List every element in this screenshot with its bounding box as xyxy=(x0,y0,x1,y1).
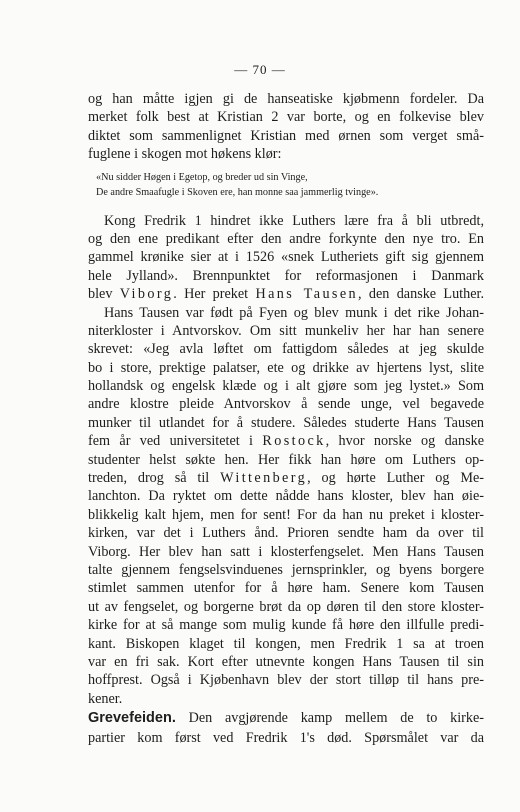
spaced-place-name: Rostock xyxy=(262,433,326,450)
section-heading: Grevefeiden. xyxy=(88,710,176,727)
text-line: stimlet sammen utenfor for å høre ham. Senere kom Tausen xyxy=(88,580,484,597)
text-fragment: , den danske Luther. xyxy=(358,286,484,303)
paragraph-1 xyxy=(88,90,484,164)
text-line xyxy=(88,708,484,729)
text-fragment: treden, drog så til xyxy=(88,470,221,487)
text-line: lanchton. Da ryktet om dette nådde hans kloster, blev han øie- xyxy=(88,488,484,505)
folk-song-quote xyxy=(88,170,484,204)
text-line: kant. Biskopen klaget til kongen, men Fredrik 1 sa at troen xyxy=(88,635,484,652)
text-line: kirken, var det i Luthers ånd. Prioren sendte ham da over til xyxy=(88,525,484,542)
text-line: skrevet: «Jeg avla løftet om fattigdom således at jeg skulde xyxy=(88,341,484,358)
spaced-place-name: Wittenberg xyxy=(220,470,308,487)
text-fragment: fem år ved universitetet i xyxy=(88,433,263,450)
text-line: studenter helst søkte hen. Her fikk han høre om Luthers op- xyxy=(88,451,484,468)
spaced-place-name: Viborg xyxy=(119,286,174,303)
text-line: fuglene i skogen mot høkens klør: xyxy=(88,146,282,163)
text-line: var en fri sak. Kort efter utnevnte kongen Hans Tausen til sin xyxy=(88,653,484,670)
spaced-person-name: Hans Tausen xyxy=(255,286,359,303)
text-fragment: , og hørte Luther og Me- xyxy=(307,470,484,487)
text-line: og han måtte igjen gi de hanseatiske kjøbmenn fordeler. Da xyxy=(88,91,484,107)
text-line: blikkelig kalt hjem, men for sent! For da han nu preket i kloster- xyxy=(88,506,484,523)
text-line: hoffprest. Også i Kjøbenhavn blev der stort tilløp til hans pre- xyxy=(88,672,484,689)
text-line: ut av fengselet, og borgerne brøt da op døren til den store kloster- xyxy=(88,598,484,615)
text-line: hollandsk og engelsk klæde og i alt gjøre som jeg lystet.» Som xyxy=(88,378,484,395)
text-line: gammel krønike sier at i 1526 «snek Lutheriets gift sig gjennem xyxy=(88,249,484,266)
text-line: kirke for at så mange som mulig kunde få høre den illfulle predi- xyxy=(88,617,484,634)
text-line: Kong Fredrik 1 hindret ikke Luthers lære fra å bli utbredt, xyxy=(104,212,484,229)
quote-line: «Nu sidder Høgen i Egetop, og breder ud sin Vinge, xyxy=(96,171,308,183)
text-line: Hans Tausen var født på Fyen og blev munk i det rike Johan- xyxy=(104,304,484,321)
text-fragment: Den avgjørende kamp mellem de to kirke- xyxy=(175,710,484,727)
text-line xyxy=(88,469,484,487)
text-line xyxy=(88,432,484,450)
text-line: talte gjennem fengselsvinduenes jernsprinkler, og byens borgere xyxy=(88,561,484,578)
text-line: hele Jylland». Brennpunktet for reformasjonen i Danmark xyxy=(88,267,484,284)
text-line: niterkloster i Antvorskov. Om sitt munkeliv her har han senere xyxy=(88,322,484,339)
text-fragment: blev xyxy=(88,286,120,303)
paragraph-2 xyxy=(88,212,484,304)
text-line: andre klostre pleide Antvorskov å sende unge, vel begavede xyxy=(88,396,484,413)
paragraph-4 xyxy=(88,708,484,747)
text-line: diktet som sammenlignet Kristian med ørnen som verget små- xyxy=(88,127,484,144)
text-line: munker til utlandet for å studere. Således studerte Hans Tausen xyxy=(88,414,484,431)
paragraph-3 xyxy=(88,304,484,709)
page-number: — 70 — xyxy=(234,62,286,77)
text-fragment: . Her preket xyxy=(173,286,256,303)
text-line: Viborg. Her blev han satt i klosterfengselet. Men Hans Tausen xyxy=(88,543,484,560)
quote-line: De andre Smaafugle i Skoven ere, han monne saa jammerlig tvinge». xyxy=(96,186,379,198)
text-line: merket folk best at Kristian 2 var borte, og en folkevise blev xyxy=(88,109,484,126)
page-body xyxy=(88,90,484,748)
text-fragment: , hvor norske og danske xyxy=(325,433,484,450)
text-line: og den ene predikant efter den andre forkynte den nye tro. En xyxy=(88,230,484,247)
text-line: partier kom først ved Fredrik 1's død. Spørsmålet var da xyxy=(88,730,484,747)
text-line xyxy=(88,285,484,303)
text-line: bo i store, prektige palatser, ete og drikke av hjertens lyst, slite xyxy=(88,359,484,376)
text-line: kener. xyxy=(88,690,123,707)
